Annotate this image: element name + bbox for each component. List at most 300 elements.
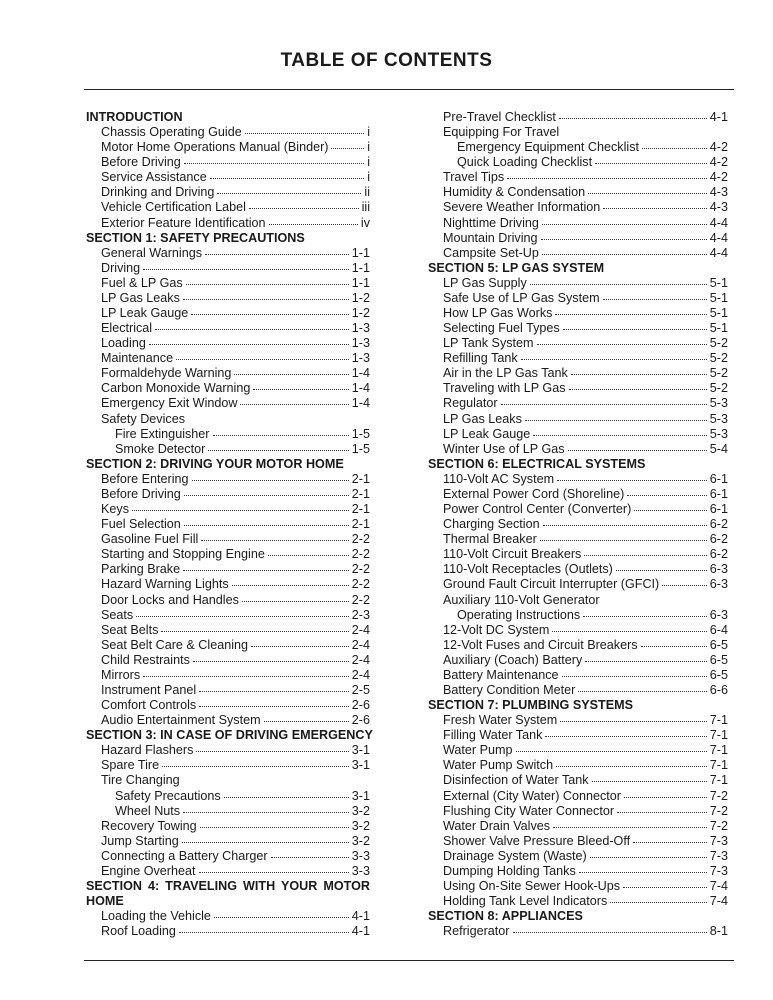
toc-page-number: 2-2 [351, 592, 370, 607]
toc-page-number: 2-1 [351, 517, 370, 532]
toc-page-number: 5-1 [709, 275, 728, 290]
dot-leader [516, 751, 707, 752]
toc-entry-label: LP Leak Gauge [443, 426, 531, 441]
toc-entry [86, 125, 370, 140]
toc-entry [428, 502, 728, 517]
toc-entry [86, 442, 370, 457]
toc-page-number: 2-4 [351, 652, 370, 667]
toc-entry [428, 125, 728, 140]
toc-page-number: i [367, 155, 370, 170]
dot-leader [533, 435, 707, 436]
toc-entry [428, 683, 728, 698]
toc-entry [428, 155, 728, 170]
toc-page-number: 4-4 [709, 215, 728, 230]
toc-entry-label: Door Locks and Handles [101, 592, 239, 607]
dot-leader [569, 389, 707, 390]
dot-leader [583, 616, 707, 617]
toc-entry-label: Drainage System (Waste) [443, 848, 587, 863]
toc-entry-label: Safety Precautions [115, 788, 221, 803]
toc-entry-label: Auxiliary 110-Volt Generator [443, 592, 600, 607]
toc-entry-label: Drinking and Driving [101, 185, 215, 200]
toc-entry [86, 909, 370, 924]
toc-entry-label: SECTION 3: IN CASE OF DRIVING EMERGENCY [86, 728, 373, 743]
toc-entry-label: Ground Fault Circuit Interrupter (GFCI) [443, 577, 660, 592]
toc-entry [86, 668, 370, 683]
toc-entry-label: Comfort Controls [101, 698, 197, 713]
toc-page-number: 7-1 [709, 743, 728, 758]
toc-page-number: ii [364, 185, 370, 200]
toc-entry-label: Chassis Operating Guide [101, 125, 242, 140]
toc-entry [86, 849, 370, 864]
toc-entry-label: Service Assistance [101, 170, 207, 185]
toc-entry-label: Exterior Feature Identification [101, 215, 266, 230]
dot-leader [623, 887, 707, 888]
toc-entry [86, 773, 370, 788]
toc-page-number: 6-5 [709, 667, 728, 682]
toc-page-number: iv [360, 215, 370, 230]
toc-entry-label: Power Control Center (Converter) [443, 502, 632, 517]
toc-entry-label: Equipping For Travel [443, 125, 560, 140]
toc-entry [428, 140, 728, 155]
toc-entry-label: LP Gas Leaks [101, 290, 180, 305]
toc-page-number: 4-4 [709, 245, 728, 260]
toc-entry-label: External Power Cord (Shoreline) [443, 486, 625, 501]
dot-leader [269, 224, 358, 225]
bottom-rule [84, 960, 734, 961]
toc-entry [428, 472, 728, 487]
toc-entry [86, 547, 370, 562]
toc-page-number: 2-5 [351, 682, 370, 697]
toc-entry [86, 713, 370, 728]
dot-leader [617, 812, 707, 813]
toc-entry-label: Travel Tips [443, 170, 505, 185]
toc-entry-label: Audio Entertainment System [101, 713, 261, 728]
toc-entry-label: Emergency Equipment Checklist [457, 140, 639, 155]
toc-entry [86, 864, 370, 879]
toc-entry [428, 517, 728, 532]
toc-page-number: 1-3 [351, 351, 370, 366]
dot-leader [240, 404, 348, 405]
toc-entry-label: Before Entering [101, 471, 189, 486]
toc-page-number: 2-4 [351, 667, 370, 682]
dot-leader [143, 269, 349, 270]
toc-entry [86, 306, 370, 321]
toc-page-number: 7-2 [709, 803, 728, 818]
toc-entry [86, 276, 370, 291]
toc-entry-label: Thermal Breaker [443, 532, 537, 547]
toc-entry-label: Loading [101, 336, 146, 351]
toc-entry [86, 155, 370, 170]
dot-leader [585, 661, 707, 662]
toc-entry [86, 200, 370, 215]
toc-entry-label: Nighttime Driving [443, 215, 539, 230]
dot-leader [563, 329, 707, 330]
toc-entry-label: SECTION 7: PLUMBING SYSTEMS [428, 698, 634, 713]
toc-entry-label: Starting and Stopping Engine [101, 547, 265, 562]
toc-page-number: 4-3 [709, 185, 728, 200]
dot-leader [584, 555, 706, 556]
toc-entry [428, 291, 728, 306]
dot-leader [553, 827, 707, 828]
toc-entry-label: Disinfection of Water Tank [443, 773, 589, 788]
toc-entry [86, 517, 370, 532]
toc-entry-label: 110-Volt Receptacles (Outlets) [443, 562, 613, 577]
toc-section-heading [428, 909, 728, 924]
toc-entry [428, 366, 728, 381]
dot-leader [543, 525, 707, 526]
dot-leader [588, 193, 707, 194]
toc-entry [428, 200, 728, 215]
toc-entry [428, 864, 728, 879]
toc-entry [86, 412, 370, 427]
toc-page-number: 1-2 [351, 306, 370, 321]
toc-entry-label: 12-Volt Fuses and Circuit Breakers [443, 637, 638, 652]
dot-leader [234, 374, 348, 375]
dot-leader [143, 676, 349, 677]
toc-entry [86, 593, 370, 608]
dot-leader [196, 751, 348, 752]
dot-leader [331, 148, 364, 149]
dot-leader [557, 480, 707, 481]
toc-entry [428, 834, 728, 849]
toc-entry [428, 562, 728, 577]
toc-entry [86, 246, 370, 261]
toc-section-heading [428, 261, 728, 276]
toc-page-number: 5-2 [709, 366, 728, 381]
toc-page-number: 6-6 [709, 682, 728, 697]
toc-entry-label: Safe Use of LP Gas System [443, 290, 600, 305]
toc-entry-label: Shower Valve Pressure Bleed-Off [443, 833, 631, 848]
dot-leader [559, 118, 707, 119]
toc-page-number: 3-2 [351, 833, 370, 848]
dot-leader [541, 239, 707, 240]
toc-page-number: 3-1 [351, 743, 370, 758]
toc-entry-label: Before Driving [101, 155, 181, 170]
toc-page-number: 6-2 [709, 547, 728, 562]
toc-entry-label: Before Driving [101, 486, 181, 501]
toc-entry-label: Emergency Exit Window [101, 396, 238, 411]
dot-leader [210, 178, 364, 179]
dot-leader [562, 676, 707, 677]
toc-page-number: 2-3 [351, 607, 370, 622]
dot-leader [245, 133, 364, 134]
toc-page-number: 4-2 [709, 170, 728, 185]
toc-entry [86, 216, 370, 231]
toc-page-number: 2-6 [351, 698, 370, 713]
toc-entry-label: Loading the Vehicle [101, 909, 211, 924]
toc-entry-label: Traveling with LP Gas [443, 381, 566, 396]
toc-entry-label: Electrical [101, 321, 153, 336]
dot-leader [633, 842, 707, 843]
toc-page-number: 2-1 [351, 471, 370, 486]
dot-leader [560, 721, 707, 722]
toc-entry-label: Battery Maintenance [443, 667, 559, 682]
dot-leader [149, 344, 349, 345]
toc-entry [428, 216, 728, 231]
dot-leader [200, 827, 349, 828]
toc-entry-label: Mountain Driving [443, 230, 538, 245]
toc-entry [86, 321, 370, 336]
toc-entry [428, 336, 728, 351]
toc-entry [86, 472, 370, 487]
toc-page-number: 6-3 [709, 562, 728, 577]
toc-entry [86, 291, 370, 306]
dot-leader [136, 616, 349, 617]
toc-entry-label: Maintenance [101, 351, 174, 366]
toc-page-number: 7-4 [709, 878, 728, 893]
dot-leader [161, 631, 348, 632]
toc-entry-label: LP Tank System [443, 336, 534, 351]
dot-leader [616, 570, 707, 571]
dot-leader [213, 435, 349, 436]
dot-leader [208, 450, 349, 451]
toc-entry-label: Smoke Detector [115, 441, 206, 456]
toc-entry [86, 638, 370, 653]
dot-leader [530, 284, 707, 285]
toc-entry-label: Using On-Site Sewer Hook-Ups [443, 878, 621, 893]
toc-entry [428, 804, 728, 819]
toc-page-number: 4-1 [351, 909, 370, 924]
toc-entry-label: Winter Use of LP Gas [443, 441, 565, 456]
toc-entry [86, 170, 370, 185]
toc-page-number: 6-1 [709, 471, 728, 486]
toc-entry [428, 879, 728, 894]
dot-leader [182, 842, 349, 843]
dot-leader [634, 510, 707, 511]
dot-leader [555, 314, 706, 315]
toc-page-number: 6-2 [709, 517, 728, 532]
dot-leader [642, 148, 707, 149]
toc-entry [428, 894, 728, 909]
toc-entry-label: SECTION 5: LP GAS SYSTEM [428, 260, 605, 275]
dot-leader [132, 510, 349, 511]
toc-entry [86, 819, 370, 834]
toc-entry-label: 110-Volt Circuit Breakers [443, 547, 582, 562]
toc-page-number: 3-2 [351, 818, 370, 833]
toc-page-number: i [367, 140, 370, 155]
dot-leader [579, 872, 707, 873]
dot-leader [592, 781, 707, 782]
dot-leader [184, 525, 349, 526]
toc-page-number: 1-5 [351, 426, 370, 441]
toc-entry [86, 487, 370, 502]
dot-leader [264, 721, 349, 722]
toc-entry [428, 396, 728, 411]
toc-page-number: 1-3 [351, 321, 370, 336]
toc-entry [86, 140, 370, 155]
toc-page-number: 4-1 [351, 924, 370, 939]
toc-entry-label: Severe Weather Information [443, 200, 601, 215]
toc-page-number: 1-1 [351, 275, 370, 290]
toc-entry [428, 412, 728, 427]
dot-leader [179, 932, 349, 933]
dot-leader [186, 284, 349, 285]
dot-leader [224, 797, 349, 798]
toc-entry [428, 577, 728, 592]
toc-page-number: 5-1 [709, 306, 728, 321]
toc-page-number: 8-1 [709, 924, 728, 939]
toc-page-number: 5-2 [709, 336, 728, 351]
toc-page-number: 7-1 [709, 773, 728, 788]
toc-entry-label: Operating Instructions [457, 607, 581, 622]
dot-leader [199, 872, 349, 873]
toc-entry-label: Battery Condition Meter [443, 682, 576, 697]
toc-entry-label: LP Leak Gauge [101, 306, 189, 321]
dot-leader [537, 344, 707, 345]
toc-entry [86, 743, 370, 758]
toc-page-number: 5-3 [709, 411, 728, 426]
toc-page-number: 7-1 [709, 758, 728, 773]
toc-entry-label: SECTION 1: SAFETY PRECAUTIONS [86, 230, 305, 245]
toc-entry-label: SECTION 2: DRIVING YOUR MOTOR HOME [86, 456, 344, 471]
dot-leader [542, 224, 707, 225]
toc-page-number: 6-4 [709, 622, 728, 637]
dot-leader [191, 314, 349, 315]
toc-page-number: 4-4 [709, 230, 728, 245]
toc-entry [428, 623, 728, 638]
toc-page-number: 3-3 [351, 863, 370, 878]
toc-page-number: 6-5 [709, 652, 728, 667]
toc-entry-label: Flushing City Water Connector [443, 803, 615, 818]
toc-page-number: 1-1 [351, 260, 370, 275]
toc-entry [86, 608, 370, 623]
toc-page-number: 4-3 [709, 200, 728, 215]
toc-entry-label: INTRODUCTION [86, 110, 183, 124]
toc-entry-label: Child Restraints [101, 652, 190, 667]
toc-entry [86, 381, 370, 396]
toc-page-number: 5-3 [709, 396, 728, 411]
toc-page-number: 6-1 [709, 486, 728, 501]
toc-page-number: 1-4 [351, 396, 370, 411]
dot-leader [183, 299, 349, 300]
toc-entry [428, 185, 728, 200]
toc-page-number: 7-3 [709, 848, 728, 863]
toc-entry-label: Selecting Fuel Types [443, 321, 560, 336]
toc-entry [428, 306, 728, 321]
dot-leader [184, 163, 364, 164]
toc-entry-label: Jump Starting [101, 833, 179, 848]
dot-leader [199, 706, 349, 707]
toc-entry [428, 321, 728, 336]
toc-page-number: 2-1 [351, 502, 370, 517]
toc-page-number: 6-2 [709, 532, 728, 547]
toc-entry-label: Fresh Water System [443, 713, 558, 728]
toc-entry [428, 608, 728, 623]
toc-entry [86, 577, 370, 592]
toc-page-number: 6-1 [709, 502, 728, 517]
toc-entry-label: Hazard Warning Lights [101, 577, 229, 592]
dot-leader [507, 178, 707, 179]
toc-entry-label: LP Gas Leaks [443, 411, 522, 426]
dot-leader [603, 299, 707, 300]
toc-page-number: 5-4 [709, 441, 728, 456]
toc-page-number: 7-2 [709, 788, 728, 803]
toc-entry-label: Instrument Panel [101, 682, 197, 697]
dot-leader [610, 902, 707, 903]
dot-leader [542, 254, 707, 255]
toc-right-column [428, 110, 728, 939]
toc-entry-label: Campsite Set-Up [443, 245, 539, 260]
dot-leader [662, 585, 707, 586]
toc-entry-label: Connecting a Battery Charger [101, 848, 268, 863]
toc-entry-label: HOME [86, 894, 124, 909]
toc-entry-label: Filling Water Tank [443, 728, 543, 743]
toc-entry [428, 773, 728, 788]
toc-entry [428, 110, 728, 125]
toc-page-number: 1-4 [351, 381, 370, 396]
toc-entry-label: Roof Loading [101, 924, 176, 939]
toc-entry [86, 532, 370, 547]
toc-entry-label: Charging Section [443, 517, 540, 532]
toc-entry [428, 276, 728, 291]
toc-page-number: 5-2 [709, 381, 728, 396]
toc-entry-label: Auxiliary (Coach) Battery [443, 652, 583, 667]
toc-entry-label: Hazard Flashers [101, 743, 194, 758]
dot-leader [176, 359, 349, 360]
toc-entry-label: Formaldehyde Warning [101, 366, 232, 381]
toc-section-heading [86, 728, 373, 743]
toc-entry-label: Water Pump Switch [443, 758, 554, 773]
toc-page-number: 7-4 [709, 894, 728, 909]
toc-entry [86, 623, 370, 638]
dot-leader [249, 208, 359, 209]
dot-leader [183, 812, 349, 813]
toc-entry-label: Fuel & LP Gas [101, 275, 183, 290]
toc-entry-label: Fuel Selection [101, 517, 181, 532]
toc-entry [428, 743, 728, 758]
toc-page-number: 5-1 [709, 321, 728, 336]
toc-page-number: 7-3 [709, 833, 728, 848]
toc-entry [86, 758, 370, 773]
page-title: TABLE OF CONTENTS [280, 50, 493, 71]
toc-page-number: 5-3 [709, 426, 728, 441]
toc-entry-label: Vehicle Certification Label [101, 200, 246, 215]
toc-entry [86, 698, 370, 713]
toc-entry-label: Recovery Towing [101, 818, 197, 833]
dot-leader [568, 450, 707, 451]
toc-page-number: 1-4 [351, 366, 370, 381]
toc-page-number: iii [361, 200, 370, 215]
toc-page-number: 4-1 [709, 110, 728, 124]
toc-entry [428, 653, 728, 668]
toc-entry-label: Safety Devices [101, 411, 185, 426]
toc-entry [428, 593, 728, 608]
toc-entry-label: Holding Tank Level Indicators [443, 894, 608, 909]
toc-entry-label: Motor Home Operations Manual (Binder) [101, 140, 329, 155]
toc-page-number: 2-2 [351, 547, 370, 562]
toc-page-number: 2-2 [351, 532, 370, 547]
toc-entry [428, 728, 728, 743]
toc-page-number: i [367, 125, 370, 140]
toc-entry-label: Wheel Nuts [115, 803, 181, 818]
toc-entry [428, 849, 728, 864]
toc-entry [428, 231, 728, 246]
toc-page-number: 2-1 [351, 486, 370, 501]
toc-entry-label: 110-Volt AC System [443, 471, 555, 486]
dot-leader [578, 691, 707, 692]
toc-entry-label: How LP Gas Works [443, 306, 553, 321]
toc-page-number: 2-6 [351, 713, 370, 728]
toc-entry-label: Fire Extinguisher [115, 426, 210, 441]
toc-entry [86, 653, 370, 668]
toc-entry-label: Refilling Tank [443, 351, 518, 366]
toc-entry [428, 758, 728, 773]
toc-entry-label: External (City Water) Connector [443, 788, 621, 803]
dot-leader [242, 601, 349, 602]
toc-entry-label: Quick Loading Checklist [457, 155, 593, 170]
dot-leader [545, 736, 706, 737]
toc-page-number: 4-2 [709, 155, 728, 170]
